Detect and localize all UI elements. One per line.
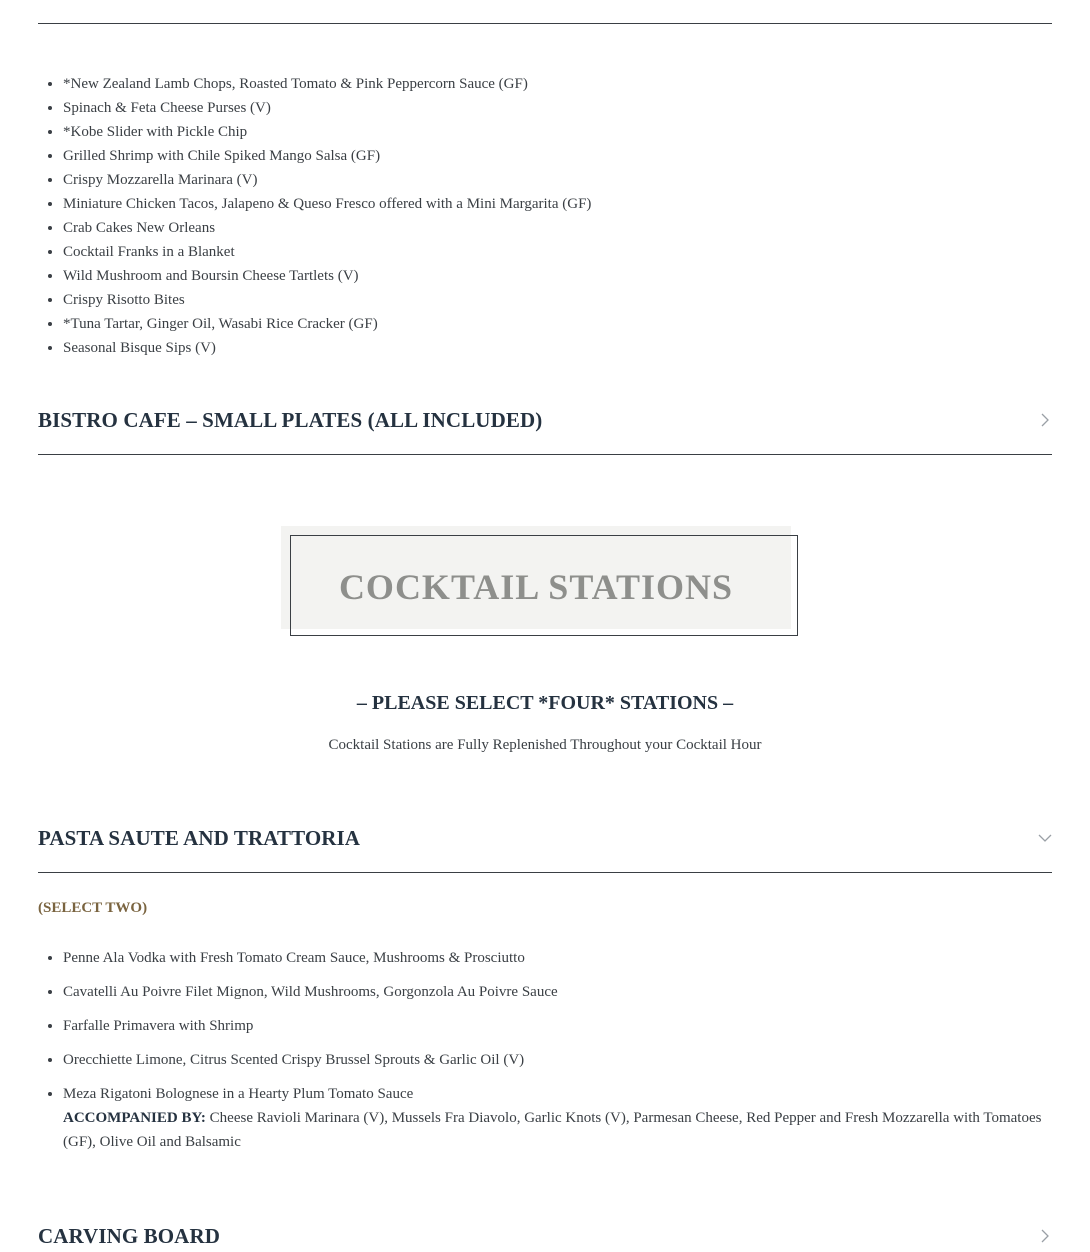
pasta-item-label: Farfalle Primavera with Shrimp	[63, 1018, 254, 1034]
menu-item: • Spinach & Feta Cheese Purses (V)	[63, 96, 1077, 120]
select-two-note: (SELECT TWO)	[38, 900, 148, 916]
hors-doeuvres-list	[38, 72, 1077, 360]
bistro-section-title: BISTRO CAFE – SMALL PLATES (ALL INCLUDED)	[38, 407, 543, 432]
section-divider-top	[38, 23, 1052, 24]
banner-title: COCKTAIL STATIONS	[338, 567, 734, 607]
pasta-item	[63, 980, 1077, 1004]
menu-item: • Miniature Chicken Tacos, Jalapeno & Queso Fresco offered with a Mini Margarita (GF)	[63, 192, 1077, 216]
menu-item: • *Tuna Tartar, Ginger Oil, Wasabi Rice Cracker (GF)	[63, 312, 1077, 336]
pasta-section-header[interactable]	[38, 822, 1052, 854]
pasta-item-label: Meza Rigatoni Bolognese in a Hearty Plum Tomato Sauce	[63, 1086, 414, 1102]
pasta-item	[63, 1082, 1077, 1154]
chevron-down-icon[interactable]	[1038, 831, 1052, 845]
pasta-item-label: Orecchiette Limone, Citrus Scented Crispy Brussel Sprouts & Garlic Oil (V)	[63, 1052, 525, 1068]
menu-item: • Wild Mushroom and Boursin Cheese Tartlets (V)	[63, 264, 1077, 288]
menu-item: • Crab Cakes New Orleans	[63, 216, 1077, 240]
pasta-divider	[38, 872, 1052, 873]
pasta-item-label: Penne Ala Vodka with Fresh Tomato Cream Sauce, Mushrooms & Prosciutto	[63, 950, 525, 966]
stations-subtitle: Cocktail Stations are Fully Replenished Throughout your Cocktail Hour	[328, 737, 762, 753]
bistro-divider	[38, 454, 1052, 455]
pasta-item	[63, 1048, 1077, 1072]
menu-item: • Grilled Shrimp with Chile Spiked Mango Salsa (GF)	[63, 144, 1077, 168]
carving-section-header[interactable]	[38, 1220, 1052, 1252]
menu-item: • Cocktail Franks in a Blanket	[63, 240, 1077, 264]
menu-item: • Crispy Mozzarella Marinara (V)	[63, 168, 1077, 192]
chevron-right-icon[interactable]	[1038, 413, 1052, 427]
pasta-list	[38, 946, 1077, 1154]
accompanied-by-label: ACCOMPANIED BY:	[63, 1110, 206, 1126]
pasta-section-title: PASTA SAUTE AND TRATTORIA	[38, 825, 361, 850]
menu-item: • *New Zealand Lamb Chops, Roasted Tomato & Pink Peppercorn Sauce (GF)	[63, 72, 1077, 96]
bistro-section-header[interactable]	[38, 404, 1052, 436]
menu-item: • Seasonal Bisque Sips (V)	[63, 336, 1077, 360]
select-stations-heading: – PLEASE SELECT *FOUR* STATIONS –	[356, 692, 734, 714]
carving-section-title: CARVING BOARD	[38, 1223, 220, 1248]
pasta-item	[63, 946, 1077, 970]
cocktail-stations-banner	[281, 526, 800, 638]
menu-item: • *Kobe Slider with Pickle Chip	[63, 120, 1077, 144]
pasta-item-label: Cavatelli Au Poivre Filet Mignon, Wild Mushrooms, Gorgonzola Au Poivre Sauce	[63, 984, 558, 1000]
accompanied-by-text: Cheese Ravioli Marinara (V), Mussels Fra Diavolo, Garlic Knots (V), Parmesan Cheese, Red Pepper and Fresh Mozzarella with Tomatoes (GF), Olive Oil and Balsamic	[63, 1110, 1042, 1150]
pasta-item	[63, 1014, 1077, 1038]
menu-item: • Crispy Risotto Bites	[63, 288, 1077, 312]
